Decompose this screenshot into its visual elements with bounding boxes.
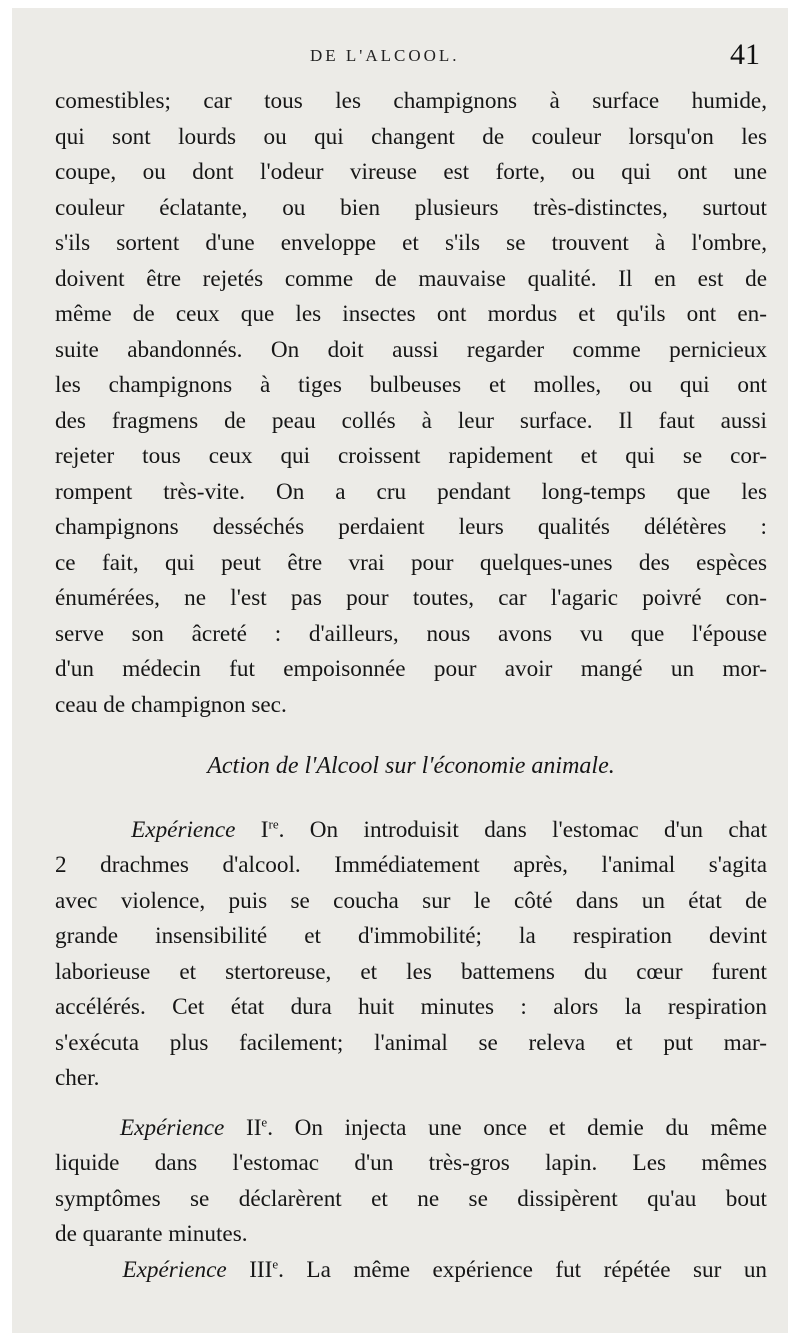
experience-label: Expérience [122,1256,227,1283]
text-line: d'un médecin fut empoisonnée pour avoir mangé un mor- [55,656,767,682]
text-line: Expérience IIIe. La même expérience fut répétée sur un [122,1255,768,1283]
text-line: énumérées, ne l'est pas pour toutes, car l'agaric poivré con- [55,585,767,611]
experience-numeral: I [260,816,269,843]
page-header [12,40,788,80]
text-line: accélérés. Cet état dura huit minutes : alors la respiration [55,994,767,1020]
experience-label: Expérience [131,816,236,843]
text-line: Expérience IIe. On injecta une once et demie du même [120,1113,767,1141]
text-line: doivent être rejetés comme de mauvaise qualité. Il en est de [55,265,767,292]
text-line: 2 drachmes d'alcool. Immédiatement après, l'animal s'agita [55,852,767,878]
text-line: serve son âcreté : d'ailleurs, nous avons vu que l'épouse [55,620,767,647]
text-line: coupe, ou dont l'odeur vireuse est forte, ou qui ont une [55,159,767,185]
text-line: symptômes se déclarèrent et ne se dissipèrent qu'au bout [55,1185,767,1212]
running-title: DE L'ALCOOL. [310,46,460,65]
text-line: couleur éclatante, ou bien plusieurs très-distinctes, surtout [55,194,767,221]
paragraph-gap [55,1097,767,1111]
text-line: champignons desséchés perdaient leurs qualités délétères : [55,514,767,540]
ordinal-suffix: e [261,1113,268,1129]
text-line: rejeter tous ceux qui croissent rapidement et qui se cor- [55,443,767,469]
paragraph-experience-2 [55,1111,767,1253]
text-line: suite abandonnés. On doit aussi regarder comme pernicieux [55,336,767,363]
text-line: les champignons à tiges bulbeuses et molles, ou qui ont [55,372,767,398]
paragraph-experience-1 [55,813,767,1097]
page-body [55,84,767,1288]
text-line: laborieuse et stertoreuse, et les battemens du cœur furent [55,958,767,985]
experience-label: Expérience [120,1114,225,1141]
text-line: comestibles; car tous les champignons à surface humide, [55,88,767,114]
book-page [12,8,788,1333]
text-line: s'ils sortent d'une enveloppe et s'ils se trouvent à l'ombre, [55,230,767,256]
ordinal-suffix: re [268,815,279,831]
text-line: s'exécuta plus facilement; l'animal se releva et put mar- [55,1029,767,1056]
text-line: rompent très-vite. On a cru pendant long-temps que les [55,478,767,505]
text-line: Expérience Ire. On introduisit dans l'estomac d'un chat [131,815,768,843]
paragraph-mushrooms [55,84,767,723]
experience-numeral: II [245,1114,262,1141]
text-line: des fragmens de peau collés à leur surface. Il faut aussi [55,407,767,434]
text-line: cher. [55,1065,100,1091]
experience-numeral: III [249,1256,273,1283]
text-line: ce fait, qui peut être vrai pour quelques-unes des espèces [55,549,767,576]
text-line: liquide dans l'estomac d'un très-gros lapin. Les mêmes [55,1150,767,1176]
text-line: qui sont lourds ou qui changent de couleur lorsqu'on les [55,123,767,150]
text-line: grande insensibilité et d'immobilité; la respiration devint [55,923,767,949]
ordinal-suffix: e [272,1255,279,1271]
text-line: avec violence, puis se coucha sur le côté dans un état de [55,887,767,914]
section-heading: Action de l'Alcool sur l'économie animale. [207,753,615,779]
text-line: ceau de champignon sec. [55,691,287,718]
text-line: même de ceux que les insectes ont mordus et qu'ils ont en- [55,301,767,327]
page-number: 41 [730,38,760,71]
paragraph-experience-3 [55,1253,767,1289]
text-line: de quarante minutes. [55,1221,248,1247]
